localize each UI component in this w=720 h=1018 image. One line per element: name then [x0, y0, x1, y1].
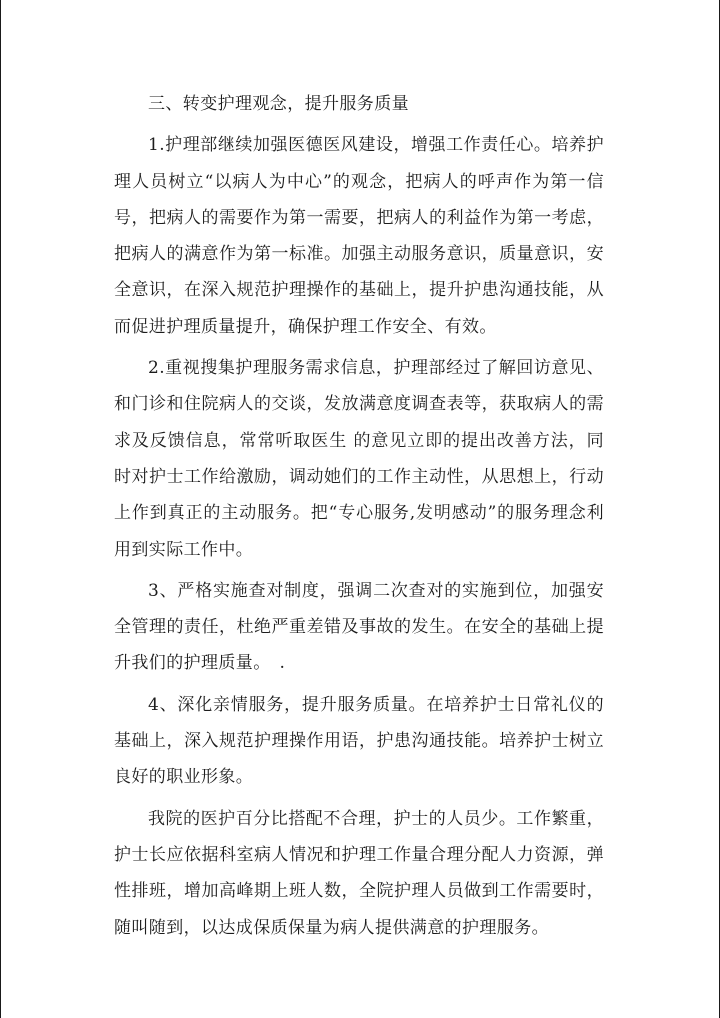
- document-body: [114, 86, 604, 951]
- paragraph-2: 2.重视搜集护理服务需求信息，护理部经过了解回访意见、和门诊和住院病人的交谈，发放满意度调查表等，获取病人的需求及反馈信息，常常听取医生 的意见立即的提出改善方法，同时对护士工作给激励，调动她们的工作主动性，从思想上，行动上作到真正的主动服务。把“专心服务,发明感动”的服务理念利用到实际工作中。: [114, 358, 604, 560]
- paragraph-4: 4、深化亲情服务，提升服务质量。在培养护士日常礼仪的基础上，深入规范护理操作用语，护患沟通技能。培养护士树立良好的职业形象。: [114, 694, 604, 788]
- section-heading: 三、转变护理观念，提升服务质量: [148, 94, 409, 114]
- paragraph-5: 我院的医护百分比搭配不合理，护士的人员少。工作繁重，护士长应依据科室病人情况和护理工作量合理分配人力资源，弹性排班，增加高峰期上班人数，全院护理人员做到工作需要时，随叫随到，以达成保质保量为病人提供满意的护理服务。: [114, 808, 604, 938]
- page-left-border: [0, 0, 1, 1018]
- paragraph-3: 3、严格实施查对制度，强调二次查对的实施到位，加强安全管理的责任，杜绝严重差错及事故的发生。在安全的基础上提升我们的护理质量。 .: [114, 580, 604, 674]
- paragraph-1: 1.护理部继续加强医德医风建设，增强工作责任心。培养护理人员树立“以病人为中心”的观念，把病人的呼声作为第一信号，把病人的需要作为第一需要，把病人的利益作为第一考虑，把病人的满意作为第一标准。加强主动服务意识，质量意识，安全意识，在深入规范护理操作的基础上，提升护患沟通技能，从而促进护理质量提升，确保护理工作安全、有效。: [114, 135, 604, 337]
